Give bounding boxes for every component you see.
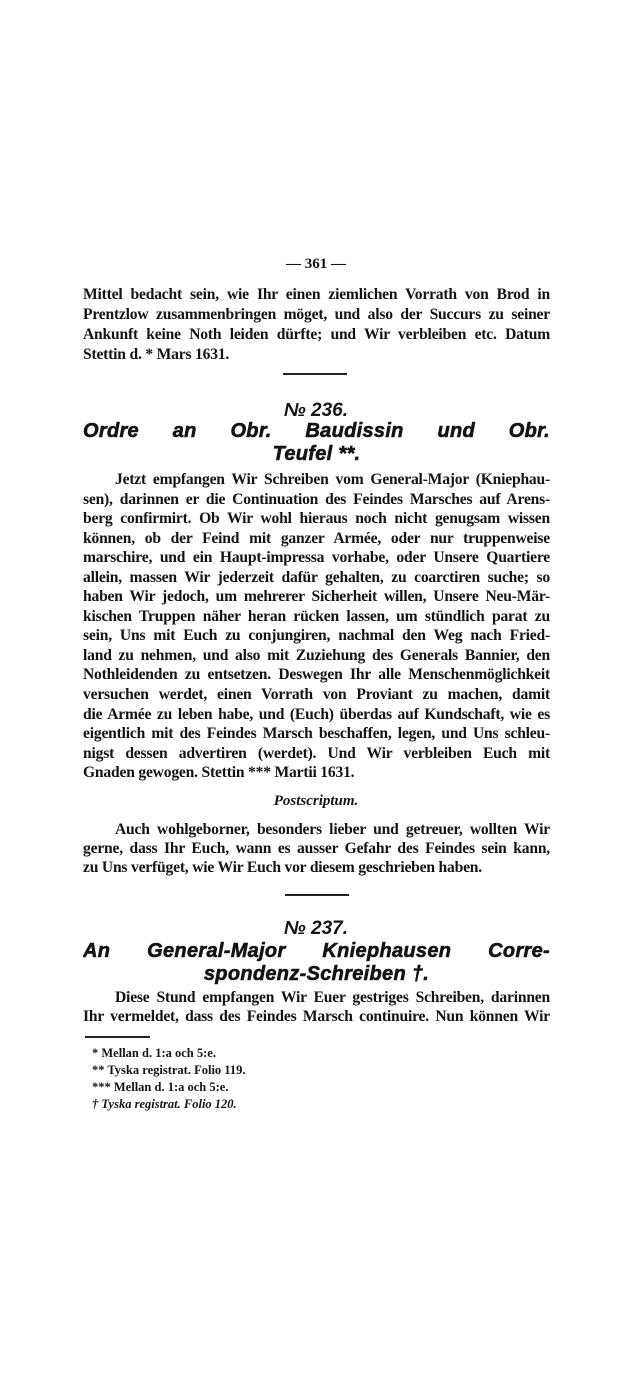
text-line: Prentzlow zusammenbringen möget, und also der Succurs zu seiner <box>83 306 550 323</box>
text-line: Nothleidenden zu entsetzen. Deswegen Ihr alle Menschenmöglichkeit <box>83 666 550 684</box>
text-line: An General-Major Kniephausen Corre- <box>83 940 550 962</box>
text-line: Auch wohlgeborner, besonders lieber und getreuer, wollten Wir <box>115 821 550 838</box>
postscript-heading: Postscriptum. <box>273 793 359 809</box>
text-line: spondenz-Schreiben †. <box>203 963 430 985</box>
text-line: zu Uns verfüget, wie Wir Euch vor diesem geschrieben haben. <box>83 859 482 876</box>
text-line: land zu nehmen, und also mit Zuziehung des Generals Bannier, den <box>83 646 550 664</box>
text-line: versuchen werdet, einen Vorrath von Proviant zu machen, damit <box>83 686 550 704</box>
page-number: — 361 — <box>286 256 346 272</box>
text-line: nigst dessen advertiren (werdet). Und Wir verbleiben Euch mit <box>83 744 550 762</box>
text-line: können, ob der Feind mit ganzer Armée, oder nur truppenweise <box>83 529 550 547</box>
text-line: Ordre an Obr. Baudissin und Obr. <box>83 420 550 442</box>
text-line: allein, massen Wir jederzeit dafür gehalten, zu coarctiren suche; so <box>83 568 550 586</box>
document-number-237: № 237. <box>283 918 349 939</box>
footnote: † Tyska registrat. Folio 120. <box>92 1097 237 1111</box>
footnote: *** Mellan d. 1:a och 5:e. <box>92 1080 229 1094</box>
document-number-236: № 236. <box>283 400 349 421</box>
text-line: gerne, dass Ihr Euch, wann es ausser Gefahr des Feindes sein kann, <box>83 840 550 857</box>
text-line: Mittel bedacht sein, wie Ihr einen ziemlichen Vorrath von Brod in <box>83 286 550 303</box>
text-line: Teufel **. <box>272 443 361 465</box>
document-body-237 <box>83 988 550 1026</box>
text-line: kischen Truppen näher heran rücken lassen, um stündlich parat zu <box>83 607 550 625</box>
text-line: Ankunft keine Noth leiden dürfte; und Wir verbleiben etc. Datum <box>83 326 550 343</box>
text-line: berg confirmirt. Ob Wir wohl hieraus noch nicht genugsam wissen <box>83 510 550 528</box>
footnote-divider <box>85 1036 150 1038</box>
document-title-237 <box>83 940 550 986</box>
text-line: Gnaden gewogen. Stettin *** Martii 1631. <box>83 764 355 782</box>
footnote: * Mellan d. 1:a och 5:e. <box>92 1046 216 1060</box>
text-line: haben Wir jedoch, um mehrerer Sicherheit willen, Unsere Neu-Mär- <box>83 588 550 606</box>
text-line: marschire, und ein Haupt-impressa vorhabe, oder Unsere Quartiere <box>83 549 550 567</box>
section-divider <box>283 373 347 375</box>
text-line: eigentlich mit des Feindes Marsch beschaffen, legen, und Uns schleu- <box>83 725 550 743</box>
text-line: Jetzt empfangen Wir Schreiben vom General-Major (Kniephau- <box>115 471 550 488</box>
text-line: Diese Stund empfangen Wir Euer gestriges Schreiben, darinnen <box>115 989 550 1006</box>
footnote: ** Tyska registrat. Folio 119. <box>92 1063 246 1077</box>
document-body-236 <box>83 470 550 783</box>
text-line: Ihr vermeldet, dass des Feindes Marsch continuire. Nun können Wir <box>83 1008 550 1025</box>
text-line: sein, Uns mit Euch zu conjungiren, nachmal den Weg nach Fried- <box>83 627 550 645</box>
text-line: Stettin d. * Mars 1631. <box>83 346 230 363</box>
postscript-body <box>83 820 550 877</box>
text-line: sen), darinnen er die Continuation des Feindes Marsches auf Arens- <box>83 490 550 508</box>
text-line: die Armée zu leben habe, und (Euch) überdas auf Kundschaft, wie es <box>83 705 550 723</box>
section-divider <box>285 894 349 896</box>
document-title-236 <box>83 420 550 466</box>
footnotes <box>92 1045 245 1113</box>
paragraph-continued <box>83 285 550 365</box>
